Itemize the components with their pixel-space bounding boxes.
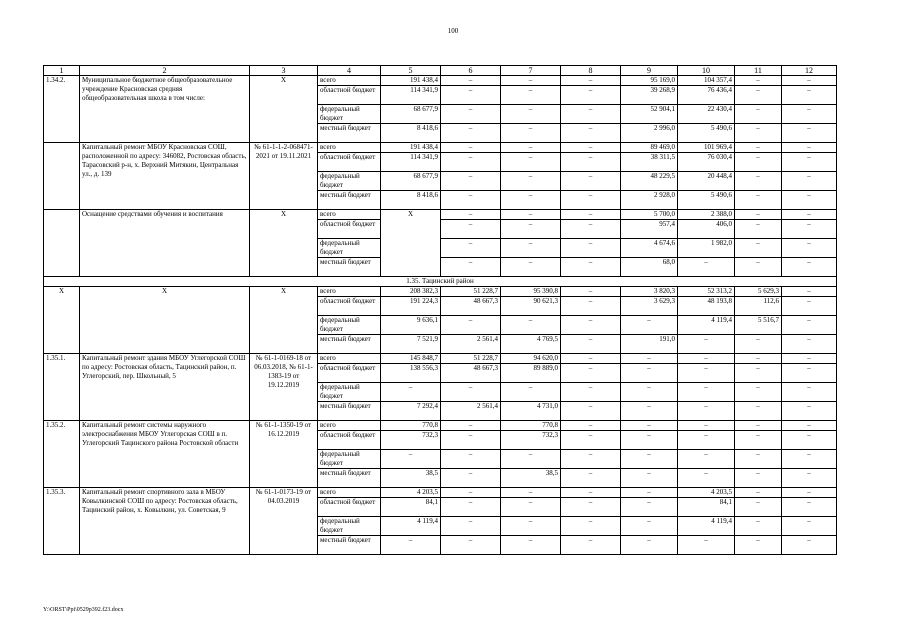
value-cell: 2 928,0 xyxy=(621,191,678,210)
value-cell: – xyxy=(782,143,837,153)
value-cell: – xyxy=(561,316,621,335)
value-cell: – xyxy=(561,287,621,297)
value-cell: 8 418,6 xyxy=(381,191,441,210)
value-cell: – xyxy=(782,316,837,335)
funding-source: федеральный бюджет xyxy=(318,450,381,469)
value-cell: – xyxy=(678,536,735,555)
value-cell: – xyxy=(735,258,782,277)
value-cell: – xyxy=(561,488,621,498)
value-cell: – xyxy=(441,536,501,555)
value-cell: – xyxy=(501,517,561,536)
table-row xyxy=(44,76,837,86)
value-cell: 9 636,1 xyxy=(381,316,441,335)
document-ref: № 61-1-0173-19 от 04.03.2019 xyxy=(250,488,318,555)
value-cell: – xyxy=(782,335,837,354)
value-cell: – xyxy=(678,383,735,402)
value-cell: – xyxy=(782,354,837,364)
value-cell: – xyxy=(501,258,561,277)
value-cell: 2 388,0 xyxy=(678,210,735,220)
value-cell: – xyxy=(782,431,837,450)
value-cell: – xyxy=(678,402,735,421)
value-cell: 732,3 xyxy=(381,431,441,450)
value-cell: – xyxy=(441,105,501,124)
funding-source: местный бюджет xyxy=(318,124,381,143)
value-cell: – xyxy=(735,517,782,536)
value-cell: – xyxy=(782,153,837,172)
funding-source: всего xyxy=(318,421,381,431)
value-cell: 191 224,3 xyxy=(381,297,441,316)
item-number xyxy=(44,143,80,210)
value-cell: – xyxy=(441,431,501,450)
value-cell: 114 341,9 xyxy=(381,153,441,172)
section-title: 1.35. Тацинский район xyxy=(44,277,837,287)
value-cell: – xyxy=(678,431,735,450)
funding-source: всего xyxy=(318,354,381,364)
column-number: 12 xyxy=(782,66,837,76)
value-cell: – xyxy=(561,335,621,354)
value-cell: 68,0 xyxy=(621,258,678,277)
value-cell: – xyxy=(621,498,678,517)
value-cell: – xyxy=(735,143,782,153)
value-cell: – xyxy=(501,191,561,210)
value-cell: – xyxy=(782,258,837,277)
value-cell: – xyxy=(782,402,837,421)
section-row xyxy=(44,277,837,287)
value-cell: – xyxy=(782,364,837,383)
value-cell: 48 667,3 xyxy=(441,364,501,383)
column-number: 11 xyxy=(735,66,782,76)
table-row xyxy=(44,143,837,153)
value-cell: 4 674,6 xyxy=(621,239,678,258)
value-cell: 2 996,0 xyxy=(621,124,678,143)
column-number: 8 xyxy=(561,66,621,76)
value-cell: – xyxy=(782,220,837,239)
value-cell: – xyxy=(621,383,678,402)
value-cell: – xyxy=(561,450,621,469)
column-number: 1 xyxy=(44,66,80,76)
value-cell: – xyxy=(678,421,735,431)
value-cell: – xyxy=(441,239,501,258)
value-cell: – xyxy=(441,143,501,153)
item-name: Оснащение средствами обучения и воспитания xyxy=(80,210,250,277)
value-cell: 4 203,5 xyxy=(381,488,441,498)
funding-source: областной бюджет xyxy=(318,297,381,316)
value-cell: – xyxy=(561,297,621,316)
value-cell: – xyxy=(735,153,782,172)
value-cell: 101 969,4 xyxy=(678,143,735,153)
value-cell: 191 438,4 xyxy=(381,143,441,153)
value-cell: – xyxy=(782,210,837,220)
value-cell: 48 667,3 xyxy=(441,297,501,316)
value-cell: – xyxy=(501,239,561,258)
funding-source: местный бюджет xyxy=(318,335,381,354)
value-cell: – xyxy=(735,172,782,191)
value-cell: – xyxy=(678,450,735,469)
item-name: Капитальный ремонт МБОУ Красновская СОШ, расположенной по адресу: 346082, Ростовская область, Тарасовский р-н, х. Верхний Митякин, Центральная ул., д. 139 xyxy=(80,143,250,210)
value-cell: – xyxy=(441,86,501,105)
funding-source: областной бюджет xyxy=(318,86,381,105)
value-cell: 38,5 xyxy=(501,469,561,488)
item-number: 1.34.2. xyxy=(44,76,80,143)
footer-file-path: Y:\ORST\Ppi\0529p392.f23.docx xyxy=(43,607,124,613)
value-cell: – xyxy=(782,76,837,86)
column-number: 7 xyxy=(501,66,561,76)
value-cell: – xyxy=(621,469,678,488)
value-cell: 68 677,9 xyxy=(381,172,441,191)
funding-source: всего xyxy=(318,143,381,153)
value-cell: – xyxy=(782,517,837,536)
value-cell: 7 292,4 xyxy=(381,402,441,421)
table-row xyxy=(44,354,837,364)
value-cell: 4 203,5 xyxy=(678,488,735,498)
value-cell: – xyxy=(678,354,735,364)
value-cell: 406,0 xyxy=(678,220,735,239)
value-cell: 68 677,9 xyxy=(381,105,441,124)
funding-source: областной бюджет xyxy=(318,364,381,383)
value-cell: – xyxy=(441,172,501,191)
value-cell: 191,0 xyxy=(621,335,678,354)
value-cell: 52 904,1 xyxy=(621,105,678,124)
value-cell: – xyxy=(381,536,441,555)
value-cell: – xyxy=(782,421,837,431)
item-name: Капитальный ремонт здания МБОУ Углегорской СОШ по адресу: Ростовская область, Тацинский район, п. Углегорский, пер. Школьный, 5 xyxy=(80,354,250,421)
value-cell: – xyxy=(782,191,837,210)
column-number-row xyxy=(44,66,837,76)
value-cell: – xyxy=(735,421,782,431)
value-cell: – xyxy=(621,316,678,335)
value-cell: 4 731,0 xyxy=(501,402,561,421)
value-cell: – xyxy=(501,124,561,143)
funding-source: областной бюджет xyxy=(318,220,381,239)
value-cell: 208 382,3 xyxy=(381,287,441,297)
value-cell: – xyxy=(782,450,837,469)
column-number: 6 xyxy=(441,66,501,76)
value-cell: 138 556,3 xyxy=(381,364,441,383)
value-cell: 5 700,0 xyxy=(621,210,678,220)
table-row xyxy=(44,488,837,498)
value-cell: – xyxy=(782,86,837,105)
value-cell: – xyxy=(501,210,561,220)
column-number: 10 xyxy=(678,66,735,76)
budget-table xyxy=(43,65,837,555)
value-cell: – xyxy=(782,239,837,258)
value-cell: – xyxy=(441,488,501,498)
item-name: X xyxy=(80,287,250,354)
value-cell: 38,5 xyxy=(381,469,441,488)
value-cell: – xyxy=(735,76,782,86)
table-row xyxy=(44,287,837,297)
value-cell: – xyxy=(561,143,621,153)
value-cell: – xyxy=(501,498,561,517)
value-cell: 48 193,8 xyxy=(678,297,735,316)
item-number xyxy=(44,210,80,277)
value-cell: – xyxy=(441,498,501,517)
funding-source: местный бюджет xyxy=(318,191,381,210)
value-cell: 5 490,6 xyxy=(678,124,735,143)
value-cell: – xyxy=(782,287,837,297)
value-cell: – xyxy=(561,354,621,364)
table-row xyxy=(44,210,837,220)
value-cell: 104 357,4 xyxy=(678,76,735,86)
value-cell: – xyxy=(501,105,561,124)
value-cell: – xyxy=(735,220,782,239)
value-cell: – xyxy=(678,469,735,488)
value-cell: – xyxy=(678,335,735,354)
value-cell: – xyxy=(501,76,561,86)
funding-source: областной бюджет xyxy=(318,431,381,450)
value-cell: 39 268,9 xyxy=(621,86,678,105)
value-cell: 52 313,2 xyxy=(678,287,735,297)
value-cell: – xyxy=(561,517,621,536)
value-cell: – xyxy=(735,335,782,354)
value-cell: – xyxy=(782,297,837,316)
value-cell: – xyxy=(621,421,678,431)
value-cell: 5 629,3 xyxy=(735,287,782,297)
value-cell: X xyxy=(381,210,441,277)
funding-source: местный бюджет xyxy=(318,402,381,421)
value-cell: 95 390,8 xyxy=(501,287,561,297)
value-cell: – xyxy=(441,469,501,488)
value-cell: – xyxy=(621,402,678,421)
value-cell: – xyxy=(621,364,678,383)
value-cell: 89 889,0 xyxy=(501,364,561,383)
value-cell: 51 228,7 xyxy=(441,287,501,297)
value-cell: – xyxy=(782,383,837,402)
document-ref: X xyxy=(250,210,318,277)
value-cell: – xyxy=(501,536,561,555)
value-cell: – xyxy=(621,517,678,536)
value-cell: – xyxy=(441,220,501,239)
value-cell: – xyxy=(735,450,782,469)
value-cell: – xyxy=(561,172,621,191)
document-ref: № 61-1-1-2-068471-2021 от 19.11.2021 xyxy=(250,143,318,210)
value-cell: 94 620,0 xyxy=(501,354,561,364)
item-name: Капитальный ремонт системы наружного электроснабжения МБОУ Углегорская СОШ в п. Углегорский Тацинского района Ростовской области xyxy=(80,421,250,488)
column-number: 2 xyxy=(80,66,250,76)
value-cell: – xyxy=(735,498,782,517)
value-cell: – xyxy=(561,153,621,172)
value-cell: – xyxy=(561,239,621,258)
value-cell: – xyxy=(561,469,621,488)
value-cell: – xyxy=(621,354,678,364)
value-cell: – xyxy=(735,431,782,450)
value-cell: 76 030,4 xyxy=(678,153,735,172)
value-cell: – xyxy=(735,191,782,210)
value-cell: – xyxy=(735,402,782,421)
value-cell: 76 436,4 xyxy=(678,86,735,105)
value-cell: – xyxy=(621,488,678,498)
value-cell: 38 311,5 xyxy=(621,153,678,172)
value-cell: – xyxy=(561,364,621,383)
item-number: 1.35.2. xyxy=(44,421,80,488)
value-cell: 114 341,9 xyxy=(381,86,441,105)
value-cell: – xyxy=(735,86,782,105)
value-cell: – xyxy=(735,364,782,383)
value-cell: – xyxy=(501,220,561,239)
document-ref: X xyxy=(250,76,318,143)
value-cell: – xyxy=(561,210,621,220)
value-cell: – xyxy=(501,488,561,498)
value-cell: 2 561,4 xyxy=(441,402,501,421)
item-number: X xyxy=(44,287,80,354)
value-cell: – xyxy=(501,172,561,191)
value-cell: – xyxy=(561,124,621,143)
value-cell: – xyxy=(561,421,621,431)
value-cell: – xyxy=(782,498,837,517)
item-number: 1.35.1. xyxy=(44,354,80,421)
funding-source: местный бюджет xyxy=(318,258,381,277)
value-cell: 48 229,5 xyxy=(621,172,678,191)
value-cell: – xyxy=(441,383,501,402)
value-cell: – xyxy=(735,210,782,220)
funding-source: федеральный бюджет xyxy=(318,383,381,402)
value-cell: – xyxy=(735,536,782,555)
value-cell: – xyxy=(441,450,501,469)
value-cell: – xyxy=(735,239,782,258)
value-cell: – xyxy=(782,172,837,191)
item-name: Муниципальное бюджетное общеобразовательное учреждение Красновская средняя общеобразовательная школа в том числе: xyxy=(80,76,250,143)
value-cell: – xyxy=(441,191,501,210)
value-cell: – xyxy=(735,105,782,124)
value-cell: 2 561,4 xyxy=(441,335,501,354)
value-cell: – xyxy=(561,402,621,421)
funding-source: областной бюджет xyxy=(318,498,381,517)
value-cell: – xyxy=(782,536,837,555)
value-cell: – xyxy=(501,316,561,335)
value-cell: – xyxy=(501,143,561,153)
value-cell: 22 430,4 xyxy=(678,105,735,124)
value-cell: – xyxy=(381,450,441,469)
item-name: Капитальный ремонт спортивного зала в МБОУ Ковылкинской СОШ по адресу: Ростовская область, Тацинский район, х. Ковылкин, ул. Советская, 9 xyxy=(80,488,250,555)
table-row xyxy=(44,421,837,431)
funding-source: федеральный бюджет xyxy=(318,517,381,536)
value-cell: 90 621,3 xyxy=(501,297,561,316)
document-ref: X xyxy=(250,287,318,354)
funding-source: местный бюджет xyxy=(318,469,381,488)
value-cell: – xyxy=(561,105,621,124)
value-cell: 5 490,6 xyxy=(678,191,735,210)
value-cell: 20 448,4 xyxy=(678,172,735,191)
value-cell: – xyxy=(381,383,441,402)
value-cell: – xyxy=(441,316,501,335)
value-cell: – xyxy=(441,76,501,86)
value-cell: 5 516,7 xyxy=(735,316,782,335)
value-cell: – xyxy=(561,383,621,402)
value-cell: – xyxy=(678,364,735,383)
funding-source: всего xyxy=(318,287,381,297)
funding-source: федеральный бюджет xyxy=(318,316,381,335)
funding-source: федеральный бюджет xyxy=(318,105,381,124)
value-cell: – xyxy=(621,431,678,450)
value-cell: 1 982,0 xyxy=(678,239,735,258)
value-cell: – xyxy=(441,421,501,431)
value-cell: – xyxy=(441,124,501,143)
value-cell: 112,6 xyxy=(735,297,782,316)
value-cell: 145 848,7 xyxy=(381,354,441,364)
value-cell: 4 769,5 xyxy=(501,335,561,354)
value-cell: – xyxy=(441,517,501,536)
funding-source: федеральный бюджет xyxy=(318,172,381,191)
value-cell: – xyxy=(441,258,501,277)
value-cell: 770,8 xyxy=(501,421,561,431)
column-number: 3 xyxy=(250,66,318,76)
value-cell: 957,4 xyxy=(621,220,678,239)
value-cell: – xyxy=(441,210,501,220)
value-cell: – xyxy=(782,105,837,124)
value-cell: – xyxy=(501,153,561,172)
column-number: 9 xyxy=(621,66,678,76)
value-cell: – xyxy=(782,469,837,488)
document-ref: № 61-1-1350-19 от 16.12.2019 xyxy=(250,421,318,488)
column-number: 4 xyxy=(318,66,381,76)
value-cell: – xyxy=(735,469,782,488)
value-cell: – xyxy=(561,431,621,450)
funding-source: всего xyxy=(318,76,381,86)
value-cell: 770,8 xyxy=(381,421,441,431)
funding-source: местный бюджет xyxy=(318,536,381,555)
value-cell: – xyxy=(678,258,735,277)
value-cell: – xyxy=(782,124,837,143)
funding-source: всего xyxy=(318,210,381,220)
funding-source: федеральный бюджет xyxy=(318,239,381,258)
value-cell: 4 119,4 xyxy=(678,517,735,536)
value-cell: 84,1 xyxy=(381,498,441,517)
document-ref: № 61-1-0169-18 от 06.03.2018, № 61-1-1383-19 от 19.12.2019 xyxy=(250,354,318,421)
value-cell: – xyxy=(561,220,621,239)
value-cell: 4 119,4 xyxy=(678,316,735,335)
value-cell: – xyxy=(735,488,782,498)
value-cell: – xyxy=(501,450,561,469)
value-cell: – xyxy=(501,86,561,105)
page-number: 100 xyxy=(447,27,459,35)
value-cell: 8 418,6 xyxy=(381,124,441,143)
value-cell: – xyxy=(621,450,678,469)
value-cell: 4 119,4 xyxy=(381,517,441,536)
funding-source: областной бюджет xyxy=(318,153,381,172)
value-cell: 84,1 xyxy=(678,498,735,517)
value-cell: 3 629,3 xyxy=(621,297,678,316)
value-cell: – xyxy=(621,536,678,555)
value-cell: – xyxy=(735,124,782,143)
value-cell: 732,3 xyxy=(501,431,561,450)
value-cell: – xyxy=(561,498,621,517)
value-cell: – xyxy=(735,354,782,364)
value-cell: 7 521,9 xyxy=(381,335,441,354)
funding-source: всего xyxy=(318,488,381,498)
item-number: 1.35.3. xyxy=(44,488,80,555)
value-cell: – xyxy=(561,258,621,277)
value-cell: – xyxy=(561,76,621,86)
value-cell: – xyxy=(561,191,621,210)
column-number: 5 xyxy=(381,66,441,76)
value-cell: – xyxy=(501,383,561,402)
value-cell: 191 438,4 xyxy=(381,76,441,86)
value-cell: 51 228,7 xyxy=(441,354,501,364)
value-cell: – xyxy=(735,383,782,402)
value-cell: – xyxy=(561,536,621,555)
value-cell: – xyxy=(441,153,501,172)
value-cell: 3 820,3 xyxy=(621,287,678,297)
value-cell: – xyxy=(561,86,621,105)
value-cell: – xyxy=(782,488,837,498)
value-cell: 95 169,0 xyxy=(621,76,678,86)
value-cell: 89 469,0 xyxy=(621,143,678,153)
